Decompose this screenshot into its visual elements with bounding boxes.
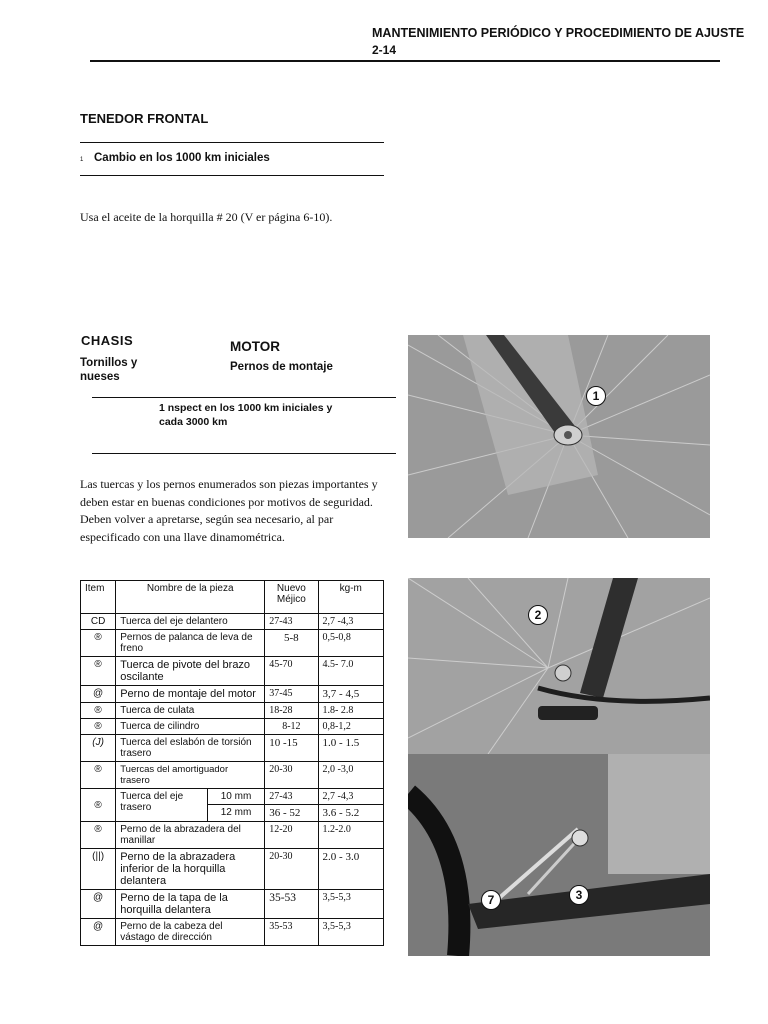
torque-nm: 27-43 [265,614,318,630]
divider [92,397,396,398]
torque-kgm: 3,5-5,3 [318,919,383,946]
divider [80,175,384,176]
torque-kgm: 2,0 -3,0 [318,762,383,789]
col-header-part: Nombre de la pieza [116,581,265,614]
item-symbol: ® [81,703,116,719]
torque-nm: 27-43 [265,789,318,805]
interval-subtitle: Cambio en los 1000 km iniciales [94,152,270,164]
part-name: Perno de la cabeza del vástago de dirección [116,919,265,946]
item-symbol: @ [81,919,116,946]
chasis-subtitle: Tornillos y nueses [80,357,138,383]
part-name: Tuerca del eje trasero [116,789,208,822]
callout-3: 3 [569,885,589,905]
section-title-front-fork: TENEDOR FRONTAL [80,111,209,126]
torque-kgm: 1.0 - 1.5 [318,735,383,762]
bullet-number: 1 [80,157,84,163]
chasis-title: CHASIS [81,333,134,348]
item-symbol: (J) [81,735,116,762]
callout-2: 2 [528,605,548,625]
torque-kgm: 1.8- 2.8 [318,703,383,719]
photo-swing-arm [408,754,710,956]
part-name: Perno de la tapa de la horquilla delantera [116,890,265,919]
table-row [81,614,384,630]
torque-table [80,580,384,946]
table-header-row [81,581,384,614]
part-name: Tuerca del eje delantero [116,614,265,630]
torque-kgm: 3,7 - 4,5 [318,686,383,703]
item-symbol: CD [81,614,116,630]
torque-nm: 35-53 [265,919,318,946]
swing-arm-illustration [408,754,710,956]
fork-oil-text: Usa el aceite de la horquilla # 20 (V er página 6-10). [80,210,333,224]
torque-nm: 36 - 52 [265,805,318,822]
divider [92,453,396,454]
part-name: Tuerca del eslabón de torsión trasero [116,735,265,762]
torque-kgm: 3.6 - 5.2 [318,805,383,822]
torque-paragraph [80,476,390,546]
table-row [81,762,384,789]
part-name: Tuerca de cilindro [116,719,265,735]
table-row [81,719,384,735]
torque-kgm: 3,5-5,3 [318,890,383,919]
bolt-size: 10 mm [207,789,264,805]
table-row [81,919,384,946]
torque-nm: 10 -15 [265,735,318,762]
table-row [81,890,384,919]
col-header-item: Item [81,581,116,614]
table-row [81,789,384,805]
torque-kgm: 1.2-2.0 [318,822,383,849]
part-name: Perno de la abrazadera del manillar [116,822,265,849]
torque-nm: 8-12 [265,719,318,735]
torque-kgm: 2.0 - 3.0 [318,849,383,890]
callout-1: 1 [586,386,606,406]
header-title: MANTENIMIENTO PERIÓDICO Y PROCEDIMIENTO DE AJUSTE [372,26,745,40]
callout-7: 7 [481,890,501,910]
table-row [81,703,384,719]
item-symbol: ® [81,789,116,822]
col-header-kgm: kg-m [318,581,383,614]
item-symbol: ® [81,822,116,849]
inspect-interval: 1 nspect en los 1000 km iniciales y cada 3000 km [159,402,333,428]
table-row [81,822,384,849]
item-symbol: (||) [81,849,116,890]
bolt-size: 12 mm [207,805,264,822]
paragraph-safety: Las tuercas y los pernos enumerados son piezas importantes y deben estar en buenas condiciones por motivos de seguridad. [80,477,378,509]
torque-nm: 20-30 [265,762,318,789]
part-name: Tuercas del amortiguador trasero [116,762,265,789]
torque-nm: 18-28 [265,703,318,719]
item-symbol: ® [81,657,116,686]
table-row [81,735,384,762]
torque-kgm: 2,7 -4,3 [318,614,383,630]
torque-nm: 37-45 [265,686,318,703]
torque-nm: 12-20 [265,822,318,849]
paragraph-retighten: Deben volver a apretarse, según sea necesario, al par especificado con una llave dinamométrica. [80,512,334,544]
torque-nm: 35-53 [265,890,318,919]
item-symbol: ® [81,719,116,735]
divider [80,142,384,143]
photo-front-axle [408,335,710,538]
photo-brake-lever [408,578,710,754]
part-name: Tuerca de culata [116,703,265,719]
torque-kgm: 0,5-0,8 [318,630,383,657]
item-symbol: ® [81,630,116,657]
torque-kgm: 2,7 -4,3 [318,789,383,805]
table-row [81,849,384,890]
torque-kgm: 0,8-1,2 [318,719,383,735]
part-name: Perno de montaje del motor [116,686,265,703]
torque-nm: 5-8 [265,630,318,657]
part-name: Pernos de palanca de leva de freno [116,630,265,657]
torque-nm: 20-30 [265,849,318,890]
page-number: 2-14 [372,43,397,57]
part-name: Tuerca de pivote del brazo oscilante [116,657,265,686]
torque-nm: 45-70 [265,657,318,686]
col-header-nm: Nuevo Méjico [265,581,318,614]
item-symbol: @ [81,890,116,919]
torque-kgm: 4.5- 7.0 [318,657,383,686]
table-row [81,686,384,703]
table-row [81,657,384,686]
brake-illustration [408,578,710,754]
item-symbol: ® [81,762,116,789]
part-name: Perno de la abrazadera inferior de la horquilla delantera [116,849,265,890]
header-rule [90,60,720,62]
motor-subtitle: Pernos de montaje [230,361,333,373]
item-symbol: @ [81,686,116,703]
table-row [81,630,384,657]
front-wheel-illustration [408,335,710,538]
motor-title: MOTOR [230,339,280,354]
